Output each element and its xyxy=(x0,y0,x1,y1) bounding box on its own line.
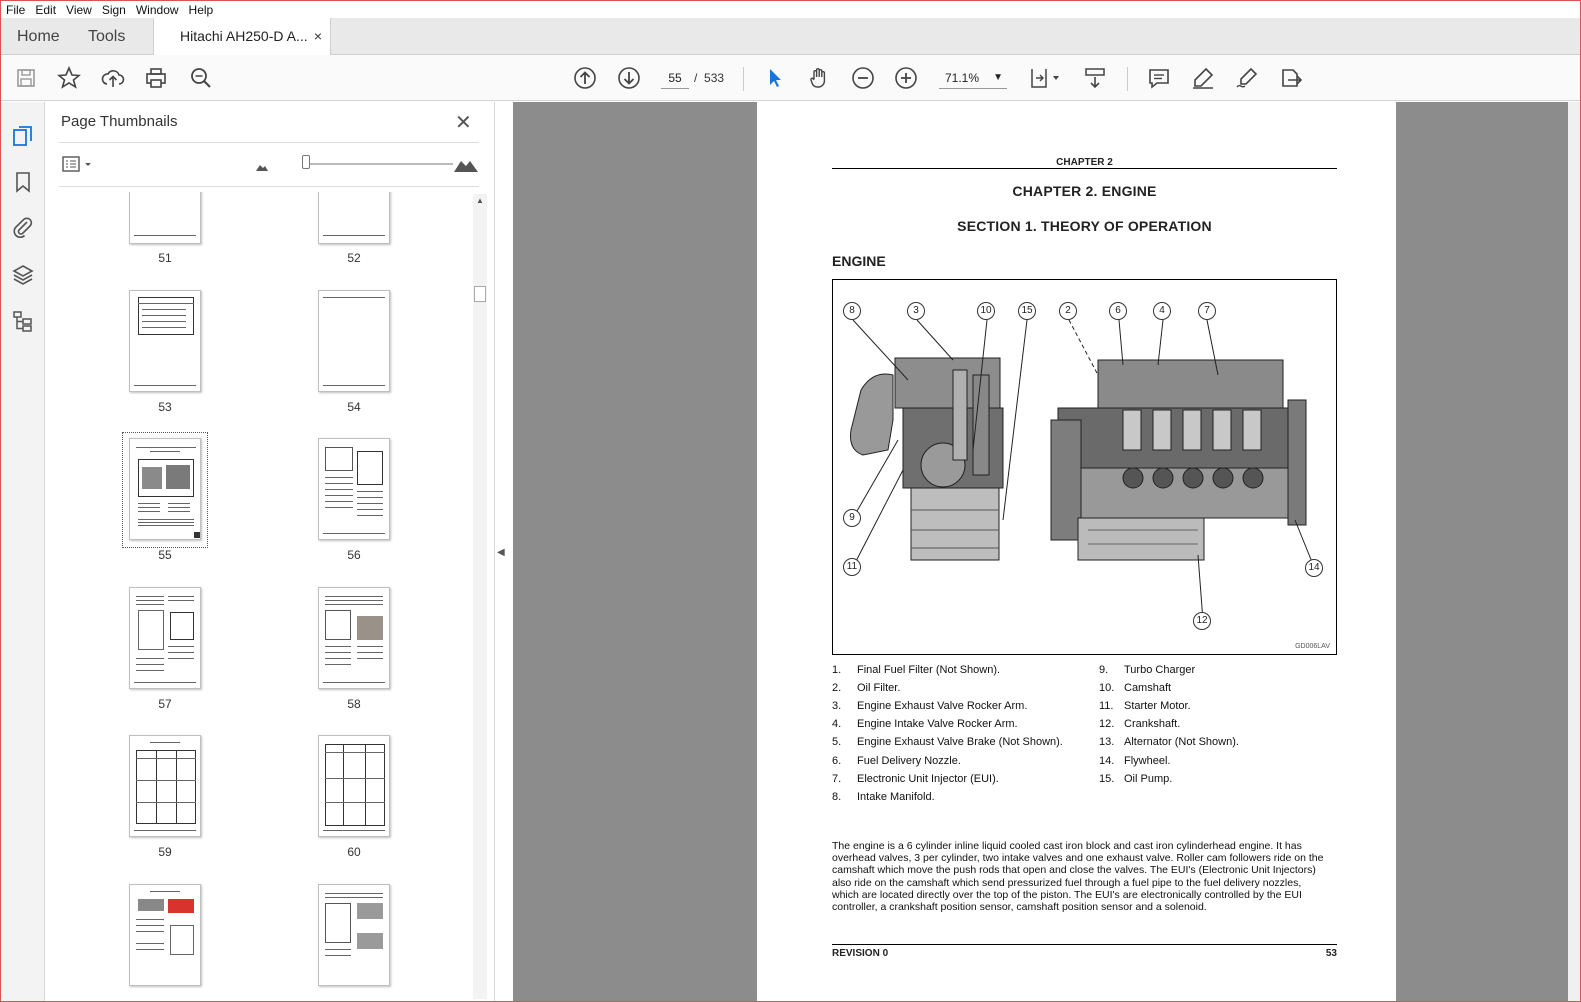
thumbnail-label: 51 xyxy=(158,251,172,265)
legend-item: 4. Engine Intake Valve Rocker Arm. xyxy=(832,718,1018,730)
thumbnail-label: 53 xyxy=(158,400,172,414)
engine-cutaway-figure xyxy=(832,279,1337,655)
figure-callout: 11 xyxy=(843,558,861,576)
legend-item: 3. Engine Exhaust Valve Rocker Arm. xyxy=(832,700,1028,712)
structure-icon[interactable] xyxy=(11,309,35,333)
legend-item: 12. Crankshaft. xyxy=(1099,718,1181,730)
legend-item: 6. Fuel Delivery Nozzle. xyxy=(832,755,961,767)
thumbnail-page-55[interactable] xyxy=(129,438,201,540)
figure-callout: 15 xyxy=(1018,302,1036,320)
figure-code: GD006LAV xyxy=(1295,643,1330,650)
thumbnail-page-56[interactable] xyxy=(318,438,390,540)
legend-item: 10. Camshaft xyxy=(1099,682,1172,694)
figure-callout: 3 xyxy=(907,302,925,320)
attachments-icon[interactable] xyxy=(11,215,35,239)
thumbnail-label: 56 xyxy=(347,548,361,562)
thumbnail-label: 54 xyxy=(347,400,361,414)
bookmarks-icon[interactable] xyxy=(11,170,35,194)
menu-file[interactable]: File xyxy=(6,2,26,17)
body-paragraph: The engine is a 6 cylinder inline liquid cooled cast iron block and cast iron cylinderhead engine. It has overhead valves, 3 per cylinder, two intake valves and one exhaust valve. Roller cam followers ride on the camshaft which move the push rods that open and close the valves. The EUI's (Electronic Unit Injectors) also ride on the camshaft which send pressurized fuel through a fuel pipe to the fuel delivery nozzles, which are located directly over the top of the piston. The EUI's are electronically controlled by the EUI controller, a crankshaft position sensor, camshaft position sensor and a solenoid. xyxy=(832,840,1324,914)
print-icon[interactable] xyxy=(144,66,168,90)
menu-view[interactable]: View xyxy=(66,2,92,17)
thumbnail-page-54[interactable] xyxy=(318,290,390,392)
thumbnail-page-61[interactable] xyxy=(129,884,201,986)
document-scrollbar[interactable] xyxy=(1568,102,1580,1001)
tab-home[interactable]: Home xyxy=(17,28,60,45)
collapse-panel-icon[interactable]: ◀ xyxy=(497,547,505,558)
thumbnail-page-52[interactable] xyxy=(318,192,390,244)
thumbnail-scrollbar[interactable] xyxy=(473,194,487,999)
zoom-select[interactable]: 71.1% ▼ xyxy=(939,67,1007,89)
select-cursor-icon[interactable] xyxy=(763,66,787,90)
thumbnail-label: 55 xyxy=(158,548,172,562)
upload-cloud-icon[interactable] xyxy=(101,66,125,90)
thumbnail-page-59[interactable] xyxy=(129,735,201,837)
scroll-up-arrow-icon[interactable]: ▲ xyxy=(476,196,484,205)
figure-callout: 14 xyxy=(1305,559,1323,577)
thumbnail-larger-icon[interactable] xyxy=(453,154,479,174)
page-down-icon[interactable] xyxy=(617,66,641,90)
document-viewport[interactable] xyxy=(513,102,1568,1001)
page-number-input[interactable]: 55 xyxy=(661,67,689,89)
close-icon[interactable]: ✕ xyxy=(455,112,472,134)
share-icon[interactable] xyxy=(1279,66,1303,90)
tab-close-button[interactable]: × xyxy=(313,28,322,44)
thumbnail-label: 60 xyxy=(347,845,361,859)
thumbnail-label: 57 xyxy=(158,697,172,711)
page-thumbnails-icon[interactable] xyxy=(11,124,35,148)
thumbnail-page-51[interactable] xyxy=(129,192,201,244)
figure-callout: 8 xyxy=(843,302,861,320)
engine-illustration xyxy=(833,280,1336,654)
figure-callout: 7 xyxy=(1198,302,1216,320)
save-icon[interactable] xyxy=(14,66,38,90)
toolbar-divider xyxy=(1127,67,1128,91)
page-total: / 533 xyxy=(694,71,725,85)
navigation-rail xyxy=(1,102,45,1001)
chevron-down-icon: ▼ xyxy=(993,72,1003,83)
thumbnail-label: 58 xyxy=(347,697,361,711)
footer-page-number: 53 xyxy=(1325,948,1337,959)
page-running-header: CHAPTER 2 xyxy=(1056,157,1113,168)
thumbnail-page-62[interactable] xyxy=(318,884,390,986)
legend-item: 1. Final Fuel Filter (Not Shown). xyxy=(832,664,1001,676)
thumbnail-page-60[interactable] xyxy=(318,735,390,837)
zoom-out-icon[interactable] xyxy=(851,66,875,90)
thumbnail-label: 59 xyxy=(158,845,172,859)
thumbnail-size-slider[interactable] xyxy=(303,163,453,165)
legend-item: 5. Engine Exhaust Valve Brake (Not Shown). xyxy=(832,736,1063,748)
legend-item: 2. Oil Filter. xyxy=(832,682,901,694)
tab-tools[interactable]: Tools xyxy=(88,28,126,45)
panel-title: Page Thumbnails xyxy=(61,113,178,130)
menu-bar xyxy=(1,1,1580,18)
zoom-search-icon[interactable] xyxy=(189,66,213,90)
comment-icon[interactable] xyxy=(1147,66,1171,90)
thumbnail-page-53[interactable] xyxy=(129,290,201,392)
chapter-title: CHAPTER 2. ENGINE xyxy=(1012,183,1157,199)
scrollbar-thumb[interactable] xyxy=(474,286,486,302)
legend-item: 14. Flywheel. xyxy=(1099,755,1171,767)
toolbar-divider xyxy=(743,67,744,91)
highlight-pen-icon[interactable] xyxy=(1191,66,1215,90)
legend-item: 8. Intake Manifold. xyxy=(832,791,935,803)
legend-item: 9. Turbo Charger xyxy=(1099,664,1196,676)
header-rule xyxy=(832,168,1337,169)
legend-item: 15. Oil Pump. xyxy=(1099,773,1173,785)
figure-callout: 6 xyxy=(1109,302,1127,320)
figure-callout: 12 xyxy=(1193,612,1211,630)
thumbnail-page-58[interactable] xyxy=(318,587,390,689)
menu-window[interactable]: Window xyxy=(135,2,179,17)
figure-callout: 10 xyxy=(977,302,995,320)
thumbnail-list xyxy=(55,192,475,1001)
tab-bar xyxy=(1,18,1580,55)
figure-callout: 9 xyxy=(843,509,861,527)
figure-callout: 4 xyxy=(1153,302,1171,320)
scroll-mode-icon[interactable] xyxy=(1083,66,1107,90)
layers-icon[interactable] xyxy=(11,263,35,287)
legend-item: 11. Starter Motor. xyxy=(1099,700,1191,712)
tab-document[interactable] xyxy=(153,18,331,55)
thumbnail-size-slider-handle[interactable] xyxy=(302,155,310,169)
sign-icon[interactable] xyxy=(1235,66,1259,90)
zoom-in-icon[interactable] xyxy=(894,66,918,90)
menu-edit[interactable]: Edit xyxy=(35,2,57,17)
divider xyxy=(59,186,479,187)
menu-help[interactable]: Help xyxy=(188,2,214,17)
document-page xyxy=(757,102,1396,1001)
thumbnail-label: 52 xyxy=(347,251,361,265)
thumbnail-page-57[interactable] xyxy=(129,587,201,689)
bookmark-star-icon[interactable] xyxy=(57,66,81,90)
legend-item: 7. Electronic Unit Injector (EUI). xyxy=(832,773,999,785)
figure-callout: 2 xyxy=(1059,302,1077,320)
main-toolbar xyxy=(1,55,1580,101)
section-title: SECTION 1. THEORY OF OPERATION xyxy=(957,218,1212,234)
footer-revision: REVISION 0 xyxy=(832,948,889,959)
fit-page-icon[interactable] xyxy=(1029,66,1063,90)
section-heading: ENGINE xyxy=(832,253,886,269)
hand-tool-icon[interactable] xyxy=(807,66,831,90)
footer-rule xyxy=(832,944,1337,945)
thumbnails-panel xyxy=(45,102,495,1001)
thumbnail-smaller-icon[interactable] xyxy=(255,160,269,172)
divider xyxy=(59,142,479,143)
page-up-icon[interactable] xyxy=(573,66,597,90)
thumbnail-options-icon[interactable] xyxy=(61,154,97,176)
tab-document-label: Hitachi AH250-D A... xyxy=(180,28,308,44)
menu-sign[interactable]: Sign xyxy=(101,2,126,17)
legend-item: 13. Alternator (Not Shown). xyxy=(1099,736,1239,748)
thumbnail-tools xyxy=(59,150,479,180)
